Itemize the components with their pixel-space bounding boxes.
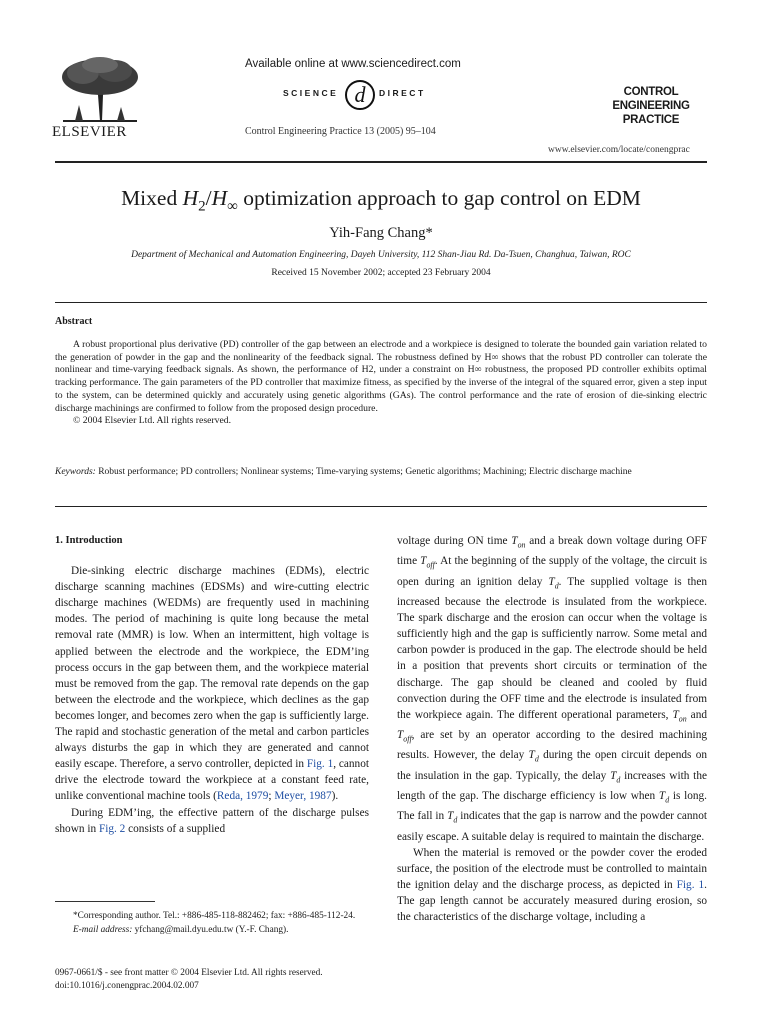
- abstract-text: A robust proportional plus derivative (PD) controller of the gap between an electrode and a workpiece is designed to tolerate the bounded gain variation related to the generation of powder in the gap and the nonlinearity of the feedback signal. The robustness defined by H∞ shows that the robust PD controller can tolerate the nonlinear and time-varying feedback signals. As shown, the performance of H2, under a constraint on H∞ robustness, the proposed PD controller exhibits optimal tracking performance. The gain parameters of the PD controller that maximize fitness, as specified by the inverse of the integral of the squared error, given a step input to the system, can be determined quickly and accurately using genetic algorithms (GAs). The control performance and the rate of erosion of die-sinking electric discharge machinings are confirmed to follow from the proposed design procedure.: [55, 339, 707, 414]
- journal-logo-line2: PRACTICE: [622, 114, 680, 126]
- fig2-link[interactable]: Fig. 2: [98, 822, 126, 835]
- available-online-text: Available online at www.sciencedirect.com: [245, 58, 461, 70]
- keywords-label: Keywords:: [55, 467, 96, 477]
- journal-url-link[interactable]: www.elsevier.com/locate/conengprac: [548, 145, 690, 155]
- intro-paragraph-2: During EDM’ing, the effective pattern of the discharge pulses shown in Fig. 2 consists of a supplied: [55, 806, 369, 835]
- title-suffix: optimization approach to gap control on EDM: [237, 186, 641, 210]
- article-title: [55, 186, 707, 215]
- sciencedirect-logo-left-text: SCIENCE: [283, 88, 339, 98]
- title-hinf-sub: ∞: [227, 198, 238, 215]
- section-heading: 1. Introduction: [55, 535, 123, 546]
- title-h2-sub: 2: [198, 198, 206, 215]
- sciencedirect-d-icon: [343, 78, 377, 112]
- left-column: [55, 533, 369, 837]
- abstract-heading: Abstract: [55, 316, 93, 327]
- right-column: [397, 533, 707, 925]
- intro-paragraph-3: voltage during ON time $T_{on}$ and a break down voltage during OFF time $T_{off}$. At the beginning of the supply of the voltage, the circuit is open during an ignition delay $T_d$. The supplied voltage is then increased because the electrode is insulated from the workpiece. The spark discharge and the erosion can occur when the voltage is sufficiently high and the gap is sufficiently narrow. Some metal and carbon powder is produced in the gap. The electrode should be held in a position that prevents short circuits or termination of the discharge. The gap should be cleaned and cooled by fluid convection during the OFF time and the electrode is insulated from the workpiece again. The different operational parameters, $T_{on}$ and $T_{off}$, are set by an operator according to the desired machining results. However, the delay $T_d$ during the open circuit depends on the insulation in the gap. Typically, the delay $T_d$ increases with the length of the gap. The discharge efficiency is low when $T_d$ is long. The fall in $T_d$ indicates that the gap is narrow and the powder cannot easily escape. A suitable delay is required to maintain the discharge.: [397, 535, 707, 843]
- intro-paragraph-1: Die-sinking electric discharge machines (EDMs), electric discharge scanning machines (EDSMs) and wire-cutting electric discharge machines (WEDMs) are frequently used in machining modes. The period of machining is quite long because the metal removal rate (MMR) is low. When an intermittent, high voltage is applied between the electrode and the workpiece, the EDM’ing process occurs in the gap between them, and the workpiece material must be removed from the gap. The removal rate depends on the gap between the electrode and the workpiece, which declines as the gap becomes longer, and becomes zero when the gap is sufficiently large. The rapid and stochastic generation of the metal and carbon particles always disturbs the gap in which they are generated and cannot easily escape. Therefore, a servo controller, depicted in Fig. 1, cannot drive the electrode toward the workpiece at a constant feed rate, unlike conventional machine tools (Reda, 1979; Meyer, 1987).: [55, 565, 369, 803]
- keywords-text: Robust performance; PD controllers; Nonlinear systems; Time-varying systems; Genetic algorithms; Machining; Electric discharge machine: [95, 467, 632, 477]
- title-hinf: H: [211, 186, 228, 210]
- ref-meyer-link[interactable]: Meyer, 1987: [274, 790, 332, 803]
- intro-paragraph-4: When the material is removed or the powder cover the eroded surface, the position of the electrode must be controlled to maintain the ignition delay and the discharge process, as depicted in Fig. 1. The gap length cannot be accurately measured during erosion, so the characteristics of the discharge voltage, including a: [397, 846, 707, 924]
- email-note: E-mail address: yfchang@mail.dyu.edu.tw (Y.-F. Chang).: [73, 924, 289, 935]
- front-matter: [55, 967, 323, 993]
- title-prefix: Mixed: [121, 186, 183, 210]
- footnote-rule: [55, 901, 155, 902]
- fig1-link[interactable]: Fig. 1: [306, 758, 334, 771]
- abstract-copyright: © 2004 Elsevier Ltd. All rights reserved.: [73, 415, 232, 427]
- received-dates: Received 15 November 2002; accepted 23 February 2004: [271, 268, 491, 278]
- issn-line: 0967-0661/$ - see front matter © 2004 Elsevier Ltd. All rights reserved.: [55, 968, 323, 978]
- abstract-bottom-rule: [55, 506, 707, 507]
- abstract-top-rule: [55, 302, 707, 303]
- sciencedirect-logo: [283, 78, 453, 112]
- fig1-link-2[interactable]: Fig. 1: [676, 879, 705, 892]
- journal-logo-line1: CONTROL ENGINEERING: [612, 86, 690, 112]
- journal-logo: [596, 85, 706, 127]
- author-name: Yih-Fang Chang*: [329, 225, 433, 241]
- ref-reda-link[interactable]: Reda, 1979: [216, 790, 269, 803]
- doi-line: doi:10.1016/j.conengprac.2004.02.007: [55, 981, 199, 991]
- svg-text:d: d: [354, 82, 366, 107]
- abstract-body: [55, 339, 707, 428]
- footnote: [55, 910, 369, 937]
- header-rule: [55, 161, 707, 163]
- elsevier-wordmark: ELSEVIER: [52, 124, 127, 140]
- corresponding-author-note: *Corresponding author. Tel.: +886-485-118-882462; fax: +886-485-112-24.: [73, 911, 356, 921]
- sciencedirect-logo-right-text: DIRECT: [379, 88, 426, 98]
- title-h2: H: [182, 186, 199, 210]
- author-affiliation: Department of Mechanical and Automation Engineering, Dayeh University, 112 Shan-Jiau Rd. Da-Tsuen, Changhua, Taiwan, ROC: [131, 250, 631, 260]
- journal-citation: Control Engineering Practice 13 (2005) 95–104: [245, 126, 436, 137]
- keywords: [55, 466, 707, 479]
- title-slash: /: [205, 186, 212, 210]
